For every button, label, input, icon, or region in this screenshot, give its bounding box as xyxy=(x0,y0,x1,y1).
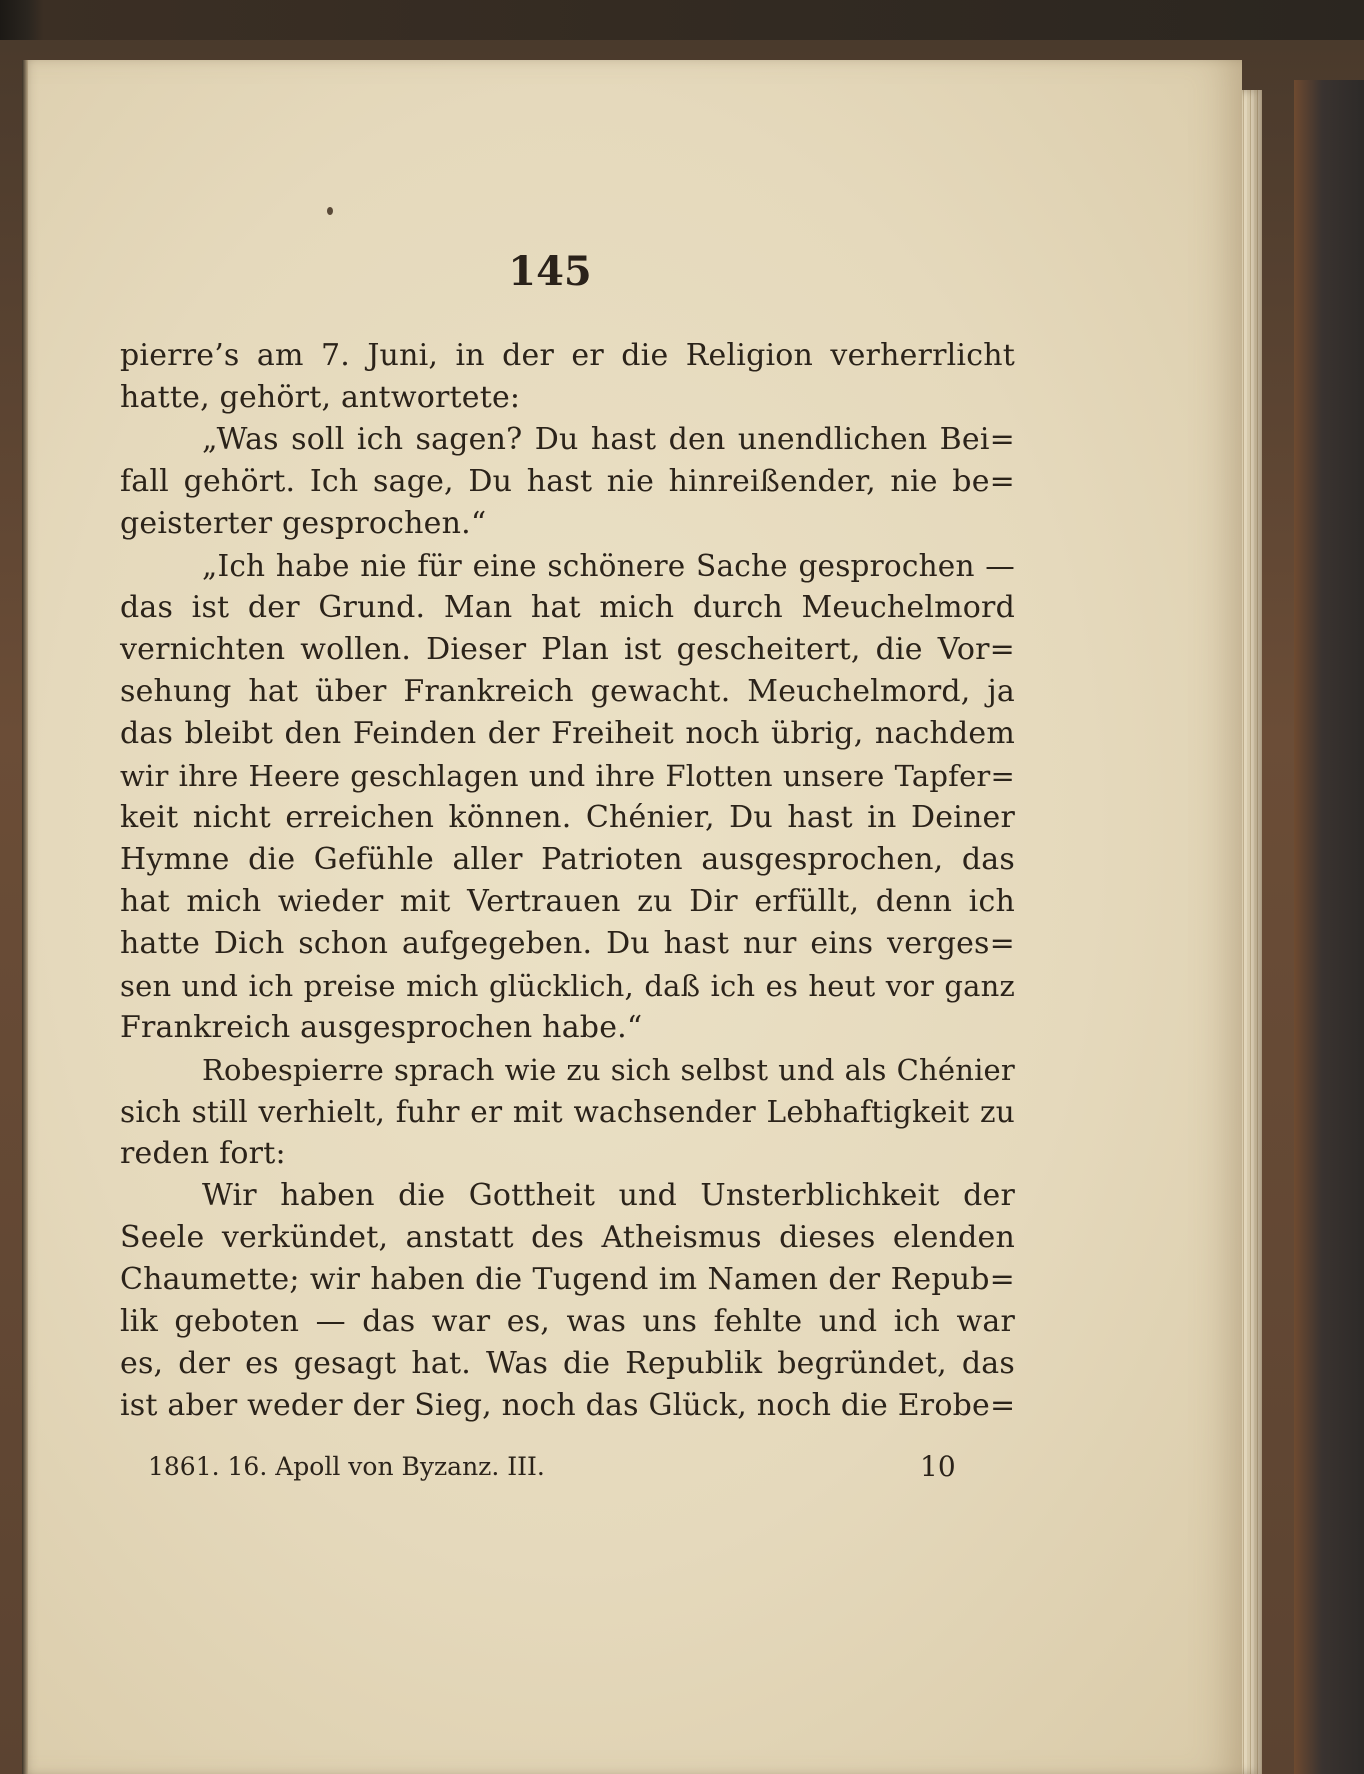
text-line: Wir haben die Gottheit und Unsterblichkeit der xyxy=(202,1178,1015,1213)
text-line: pierre’s am 7. Juni, in der er die Religion verherrlicht xyxy=(120,338,1015,373)
text-line: Seele verkündet, anstatt des Atheismus dieses elenden xyxy=(120,1220,1015,1255)
text-line: vernichten wollen. Dieser Plan ist gescheitert, die Vor= xyxy=(120,632,1015,667)
text-line: geisterter gesprochen.“ xyxy=(120,506,487,541)
text-line: „Was soll ich sagen? Du hast den unendlichen Bei= xyxy=(202,422,1015,457)
footer-signature: 1861. 16. Apoll von Byzanz. III. xyxy=(148,1452,545,1481)
page-number: 145 xyxy=(508,248,592,295)
text-line: sen und ich preise mich glücklich, daß ich es heut vor ganz xyxy=(120,969,1015,1003)
text-line: das bleibt den Feinden der Freiheit noch übrig, nachdem xyxy=(120,716,1015,751)
text-line: es, der es gesagt hat. Was die Republik begründet, das xyxy=(120,1346,1015,1381)
text-line: Robespierre sprach wie zu sich selbst und als Chénier xyxy=(202,1053,1015,1087)
text-line: keit nicht erreichen können. Chénier, Du hast in Deiner xyxy=(120,800,1015,835)
text-line: hatte Dich schon aufgegeben. Du hast nur eins verges= xyxy=(120,926,1015,961)
text-line: Frankreich ausgesprochen habe.“ xyxy=(120,1010,643,1045)
ink-speck xyxy=(327,207,333,215)
footer-sheet-number: 10 xyxy=(920,1450,956,1483)
book-cover-edge xyxy=(1294,80,1364,1774)
text-line: sehung hat über Frankreich gewacht. Meuchelmord, ja xyxy=(120,674,1015,709)
text-line: hat mich wieder mit Vertrauen zu Dir erfüllt, denn ich xyxy=(120,884,1015,919)
body-text xyxy=(120,335,1015,1427)
text-line: reden fort: xyxy=(120,1136,286,1171)
page-gutter xyxy=(22,60,28,1774)
text-line: „Ich habe nie für eine schönere Sache gesprochen — xyxy=(202,549,1015,583)
text-line: Chaumette; wir haben die Tugend im Namen der Repub= xyxy=(120,1262,1015,1297)
text-line: ist aber weder der Sieg, noch das Glück, noch die Erobe= xyxy=(120,1388,1016,1423)
text-line: hatte, gehört, antwortete: xyxy=(120,380,521,415)
text-line: fall gehört. Ich sage, Du hast nie hinreißender, nie be= xyxy=(120,464,1015,499)
text-line: wir ihre Heere geschlagen und ihre Flotten unsere Tapfer= xyxy=(120,759,1015,793)
text-line: lik geboten — das war es, was uns fehlte und ich war xyxy=(120,1304,1015,1339)
text-line: sich still verhielt, fuhr er mit wachsender Lebhaftigkeit zu xyxy=(120,1095,1015,1129)
text-line: das ist der Grund. Man hat mich durch Meuchelmord xyxy=(120,590,1015,625)
text-line: Hymne die Gefühle aller Patrioten ausgesprochen, das xyxy=(120,842,1015,877)
